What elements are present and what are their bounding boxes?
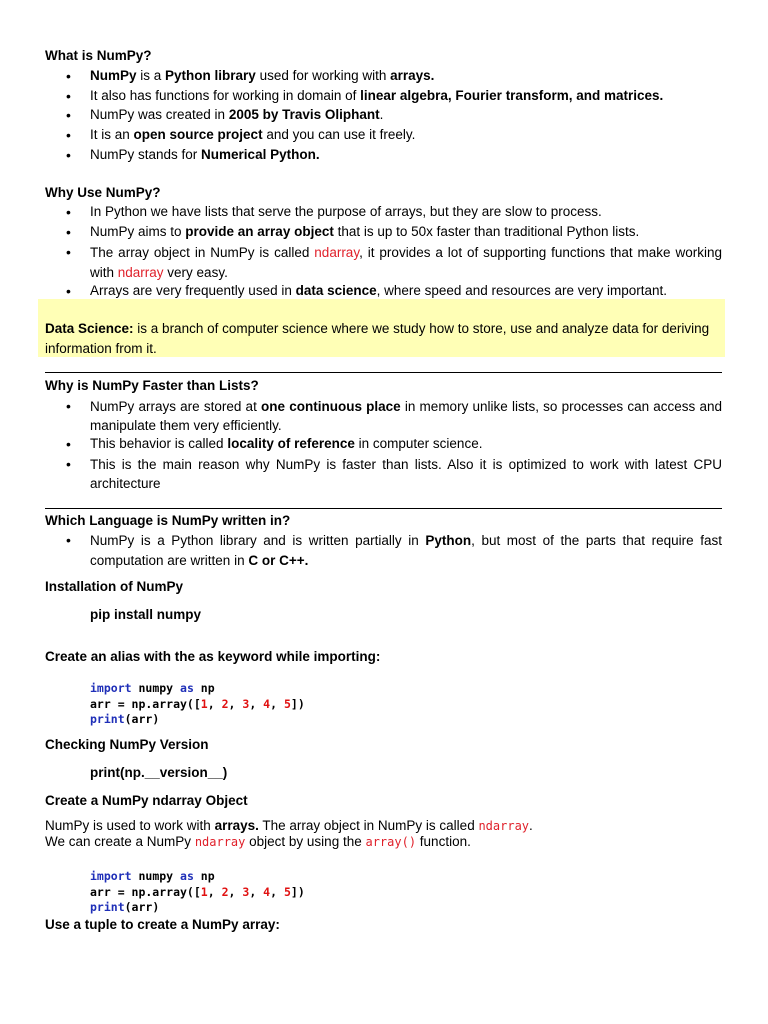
install-command: pip install numpy [90,607,202,622]
bullet-icon: • [66,147,71,163]
list-item: NumPy stands for Numerical Python. [90,147,320,162]
bullet-icon: • [66,532,71,548]
list-item: Arrays are very frequently used in data science, where speed and resources are very important. [90,283,668,298]
bullet-icon: • [66,127,71,143]
data-science-definition: Data Science: is a branch of computer science where we study how to store, use and analyze data for deriving information from it. [45,321,710,356]
bullet-icon: • [66,68,71,84]
bullet-icon: • [66,88,71,104]
paragraph-line: We can create a NumPy ndarray object by using the array() function. [45,834,471,849]
bullet-icon: • [66,244,71,260]
list-item: It is an open source project and you can use it freely. [90,127,416,142]
divider [45,372,722,373]
heading-ndarray: Create a NumPy ndarray Object [45,793,248,808]
heading-language: Which Language is NumPy written in? [45,513,291,528]
list-item: This behavior is called locality of reference in computer science. [90,436,483,451]
list-item: The array object in NumPy is called ndarray, it provides a lot of supporting functions that make working with ndarray very easy. [90,245,722,280]
heading-version: Checking NumPy Version [45,737,209,752]
list-item: NumPy is a Python library used for working with arrays. [90,68,435,83]
list-item: In Python we have lists that serve the purpose of arrays, but they are slow to process. [90,204,602,219]
list-item: NumPy aims to provide an array object that is up to 50x faster than traditional Python lists. [90,224,640,239]
heading-alias: Create an alias with the as keyword while importing: [45,649,381,664]
list-item: NumPy was created in 2005 by Travis Oliphant. [90,107,384,122]
bullet-icon: • [66,456,71,472]
bullet-icon: • [66,107,71,123]
list-item: It also has functions for working in domain of linear algebra, Fourier transform, and matrices. [90,88,664,103]
version-command: print(np.__version__) [90,765,228,780]
list-item: NumPy arrays are stored at one continuous place in memory unlike lists, so processes can access and manipulate them very efficiently. [90,399,723,433]
heading-why-faster: Why is NumPy Faster than Lists? [45,378,259,393]
paragraph-line: NumPy is used to work with arrays. The array object in NumPy is called ndarray. [45,818,533,833]
bullet-icon: • [66,224,71,240]
list-item: This is the main reason why NumPy is faster than lists. Also it is optimized to work with latest CPU architecture [90,457,722,491]
bullet-icon: • [66,283,71,299]
heading-installation: Installation of NumPy [45,579,184,594]
heading-tuple: Use a tuple to create a NumPy array: [45,917,280,932]
divider [45,508,722,509]
bullet-icon: • [66,398,71,414]
bullet-icon: • [66,436,71,452]
heading-what-is-numpy: What is NumPy? [45,48,152,63]
code-block: import numpy as np arr = np.array([1, 2, 3, 4, 5]) print(arr) [90,869,305,914]
bullet-icon: • [66,204,71,220]
heading-why-use-numpy: Why Use NumPy? [45,185,161,200]
list-item: NumPy is a Python library and is written partially in Python, but most of the parts that require fast computation are written in C or C++. [90,533,722,568]
code-block: import numpy as np arr = np.array([1, 2, 3, 4, 5]) print(arr) [90,681,305,726]
